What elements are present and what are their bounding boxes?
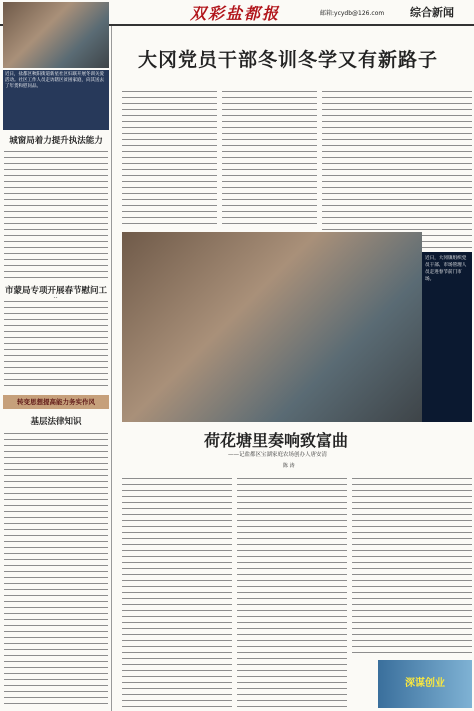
left-photo-caption: 近日，盐都区秋阳街道新星社区妇联开展冬训关爱活动。社区工作人员走访辖区贫困家庭，向其送去了年货和慰问品。 [3, 70, 109, 130]
main-article-col-3 [322, 88, 472, 248]
feature-col-1 [122, 475, 232, 707]
section-name: 综合新闻 [410, 6, 454, 19]
masthead-logo: 双彩盐都报 [190, 4, 281, 23]
feature-headline: 荷花塘里奏响致富曲 [204, 431, 349, 450]
left-headline-1: 城窗局着力提升执法能力 [9, 136, 103, 146]
left-headline-2: 市蒙局专项开展春节慰问工 [4, 286, 107, 296]
main-article-col-1 [122, 88, 217, 228]
contact-email: 邮箱:ycydb@126.com [320, 10, 385, 17]
feature-col-3 [352, 475, 472, 655]
left-article-3-body [4, 430, 108, 706]
main-headline: 大冈党员干部冬训冬学又有新路子 [138, 49, 439, 71]
left-news-photo [3, 2, 109, 68]
main-article-col-2 [222, 88, 317, 228]
bottom-ad: 深谋创业 [378, 660, 472, 708]
feature-byline: 陈 涛 [283, 463, 295, 469]
left-article-2-body [4, 298, 108, 390]
left-headline-3: 基层法律知识 [30, 417, 82, 427]
left-article-1-body [4, 148, 108, 278]
feature-subheadline: ——记盐都区宝湖家庭农场创办人唐安清 [228, 452, 328, 458]
main-news-photo [122, 232, 422, 422]
left-banner: 转变思想提高能力务实作风 [3, 395, 109, 409]
feature-col-2 [237, 475, 347, 707]
main-photo-caption: 近日，大冈镇组织党员干部、市场管理人员走进春节前门市场。 [422, 252, 472, 422]
